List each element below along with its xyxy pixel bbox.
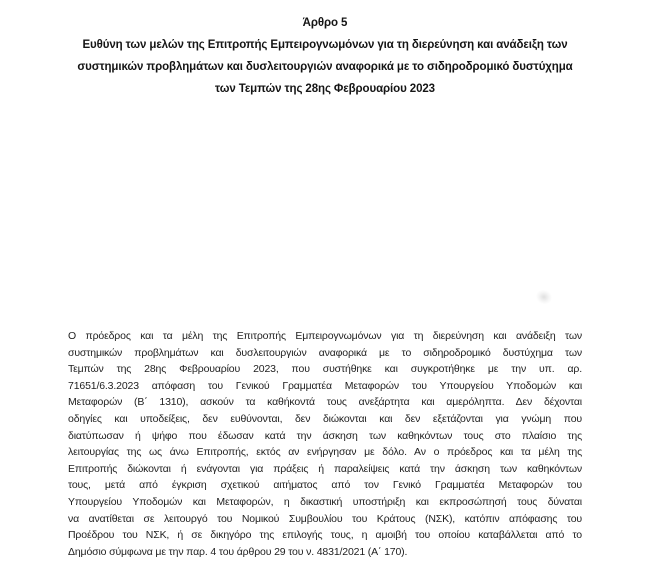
scan-smudge-artifact (534, 288, 554, 307)
paragraph-line: να ανατίθεται σε λειτουργό του Νομικού Συμβουλίου του Κράτους (ΝΣΚ), κατόπιν απόφασης του (68, 512, 582, 525)
article-heading (68, 12, 582, 100)
paragraph-line: διατύπωσαν ή ψήφο που έδωσαν κατά την άσκηση των καθηκόντων τους στο πλαίσιο της (68, 429, 582, 442)
body-paragraph (68, 328, 582, 560)
paragraph-line: Τεμπών της 28ης Φεβρουαρίου 2023, που συστήθηκε και συγκροτήθηκε με την υπ. αρ. (68, 363, 582, 376)
paragraph-line: Ο πρόεδρος και τα μέλη της Επιτροπής Εμπειρογνωμόνων για τη διερεύνηση και ανάδειξη των (68, 330, 582, 342)
paragraph-line: Υπουργείου Υποδομών και Μεταφορών, η δικαστική υποστήριξη και εκπροσώπησή τους δύναται (68, 495, 582, 508)
paragraph-line: τους, μετά από έγκριση σχετικού αιτήματος από τον Γενικό Γραμματέα Μεταφορών του (68, 479, 582, 492)
paragraph-line: Προέδρου του ΝΣΚ, ή σε δικηγόρο της επιλογής τους, η αμοιβή του οποίου καταβάλλεται από το (68, 529, 582, 542)
paragraph-line: Μεταφορών (Β΄ 1310), ασκούν τα καθήκοντά τους ανεξάρτητα και αμερόληπτα. Δεν δέχονται (68, 396, 582, 409)
paragraph-line: συστημικών προβλημάτων και δυσλειτουργιών αναφορικά με το σιδηροδρομικό δυστύχημα των (68, 346, 582, 359)
article-title-line-1: Ευθύνη των μελών της Επιτροπής Εμπειρογνωμόνων για τη διερεύνηση και ανάδειξη των (82, 39, 568, 51)
article-title-line-2: συστημικών προβλημάτων και δυσλειτουργιών αναφορικά με το σιδηροδρομικό δυστύχημα (77, 61, 573, 73)
paragraph-line: Επιτροπής διώκονται ή ενάγονται για πράξεις ή παραλείψεις κατά την άσκηση των καθηκόντων (68, 462, 582, 475)
article-title-line-3: των Τεμπών της 28ης Φεβρουαρίου 2023 (215, 83, 435, 95)
article-number: Άρθρο 5 (302, 17, 348, 29)
paragraph-line: οδηγίες και υποδείξεις, δεν ευθύνονται, δεν διώκονται και δεν εξετάζονται για γνώμη που (68, 412, 582, 425)
paragraph-line: λειτουργίας της ως άνω Επιτροπής, εκτός αν ενήργησαν με δόλο. Αν ο πρόεδρος και τα μέλη της (68, 446, 582, 459)
paragraph-line: Δημόσιο σύμφωνα με την παρ. 4 του άρθρου 29 του ν. 4831/2021 (Α΄ 170). (68, 545, 408, 558)
paragraph-line: 71651/6.3.2023 απόφαση του Γενικού Γραμματέα Μεταφορών του Υπουργείου Υποδομών και (68, 379, 582, 392)
